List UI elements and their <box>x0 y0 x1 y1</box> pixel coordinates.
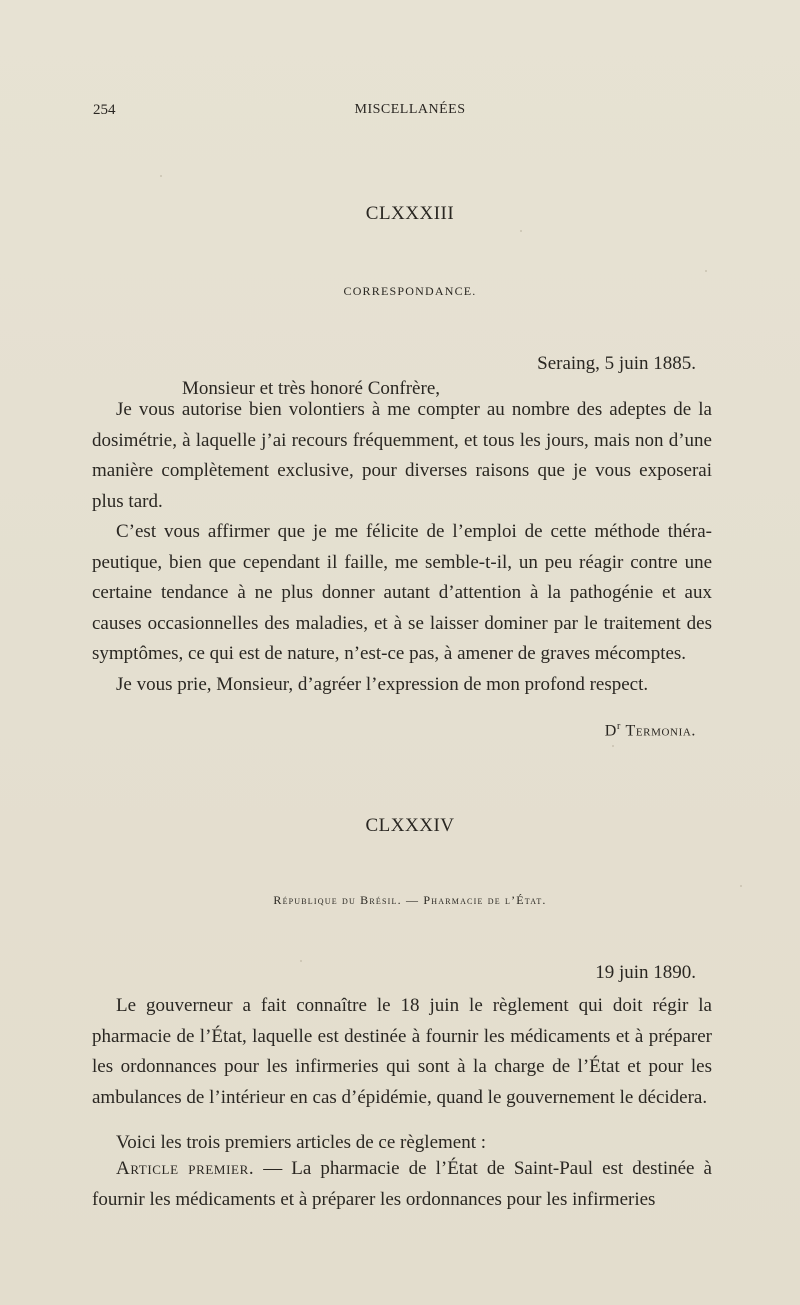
paragraph-183-2: C’est vous affirmer que je me félicite de l’emploi de cette méthode théra- peutique, bien que cependant il faille, me semble-t-il, un peu réagir contre une certaine tendance à ne plus donner autant d’attention à la pathogénie et aux causes occasionnelles des maladies, et à se laisser dominer par le traitement des symptômes, ce qui est de nature, n’est-ce pas, à amener de graves mécomptes. <box>92 521 712 664</box>
section-number-184: CLXXXIV <box>365 815 455 836</box>
section-title-183: CORRESPONDANCE. <box>343 284 477 298</box>
section-number-183: CLXXXIII <box>365 203 455 224</box>
paragraph-183-1: Je vous autorise bien volontiers à me compter au nombre des adeptes de la dosimétrie, à laquelle j’ai recours fréquemment, et tous les jours, mais non d’une manière complètement exclusive, pour diverses raisons que je vous exposerai plus tard. <box>92 399 712 512</box>
paper-speck <box>160 175 162 177</box>
dateline-183: Seraing, 5 juin 1885. <box>537 353 696 374</box>
signature-sup: r <box>616 721 621 732</box>
salutation: Monsieur et très honoré Confrère, <box>182 378 441 399</box>
paper-speck <box>612 745 614 747</box>
article-text: — La pharmacie de l’État de Saint-Paul est destinée à fournir les médicaments et à préparer les ordonnances pour les infirmeries <box>92 1158 712 1210</box>
article-label: Article premier. <box>116 1158 255 1179</box>
paragraph-184-2: Voici les trois premiers articles de ce règlement : <box>116 1132 487 1153</box>
page-number: 254 <box>93 102 116 118</box>
section-title-184: République du Brésil. — Pharmacie de l’État. <box>273 893 547 907</box>
paragraph-184-3 <box>92 1154 712 1215</box>
paragraph-183-3: Je vous prie, Monsieur, d’agréer l’expression de mon profond respect. <box>116 674 649 695</box>
paragraph-184-1: Le gouverneur a fait connaître le 18 juin le règlement qui doit régir la pharmacie de l’État, laquelle est destinée à fournir les médicaments et à préparer les ordonnances pour les infirmeries qui sont à la charge de l’État et pour les ambulances de l’intérieur en cas d’épidémie, quand le gouvernement le décidera. <box>92 995 712 1108</box>
running-title: MISCELLANÉES <box>354 102 466 117</box>
signature-name: Termonia. <box>625 722 696 740</box>
dateline-184: 19 juin 1890. <box>595 962 696 983</box>
paper-speck <box>740 885 742 887</box>
signature <box>605 721 696 740</box>
paper-speck <box>705 270 707 272</box>
signature-prefix: D <box>604 722 617 740</box>
paper-speck <box>520 230 522 232</box>
paper-speck <box>300 960 302 962</box>
